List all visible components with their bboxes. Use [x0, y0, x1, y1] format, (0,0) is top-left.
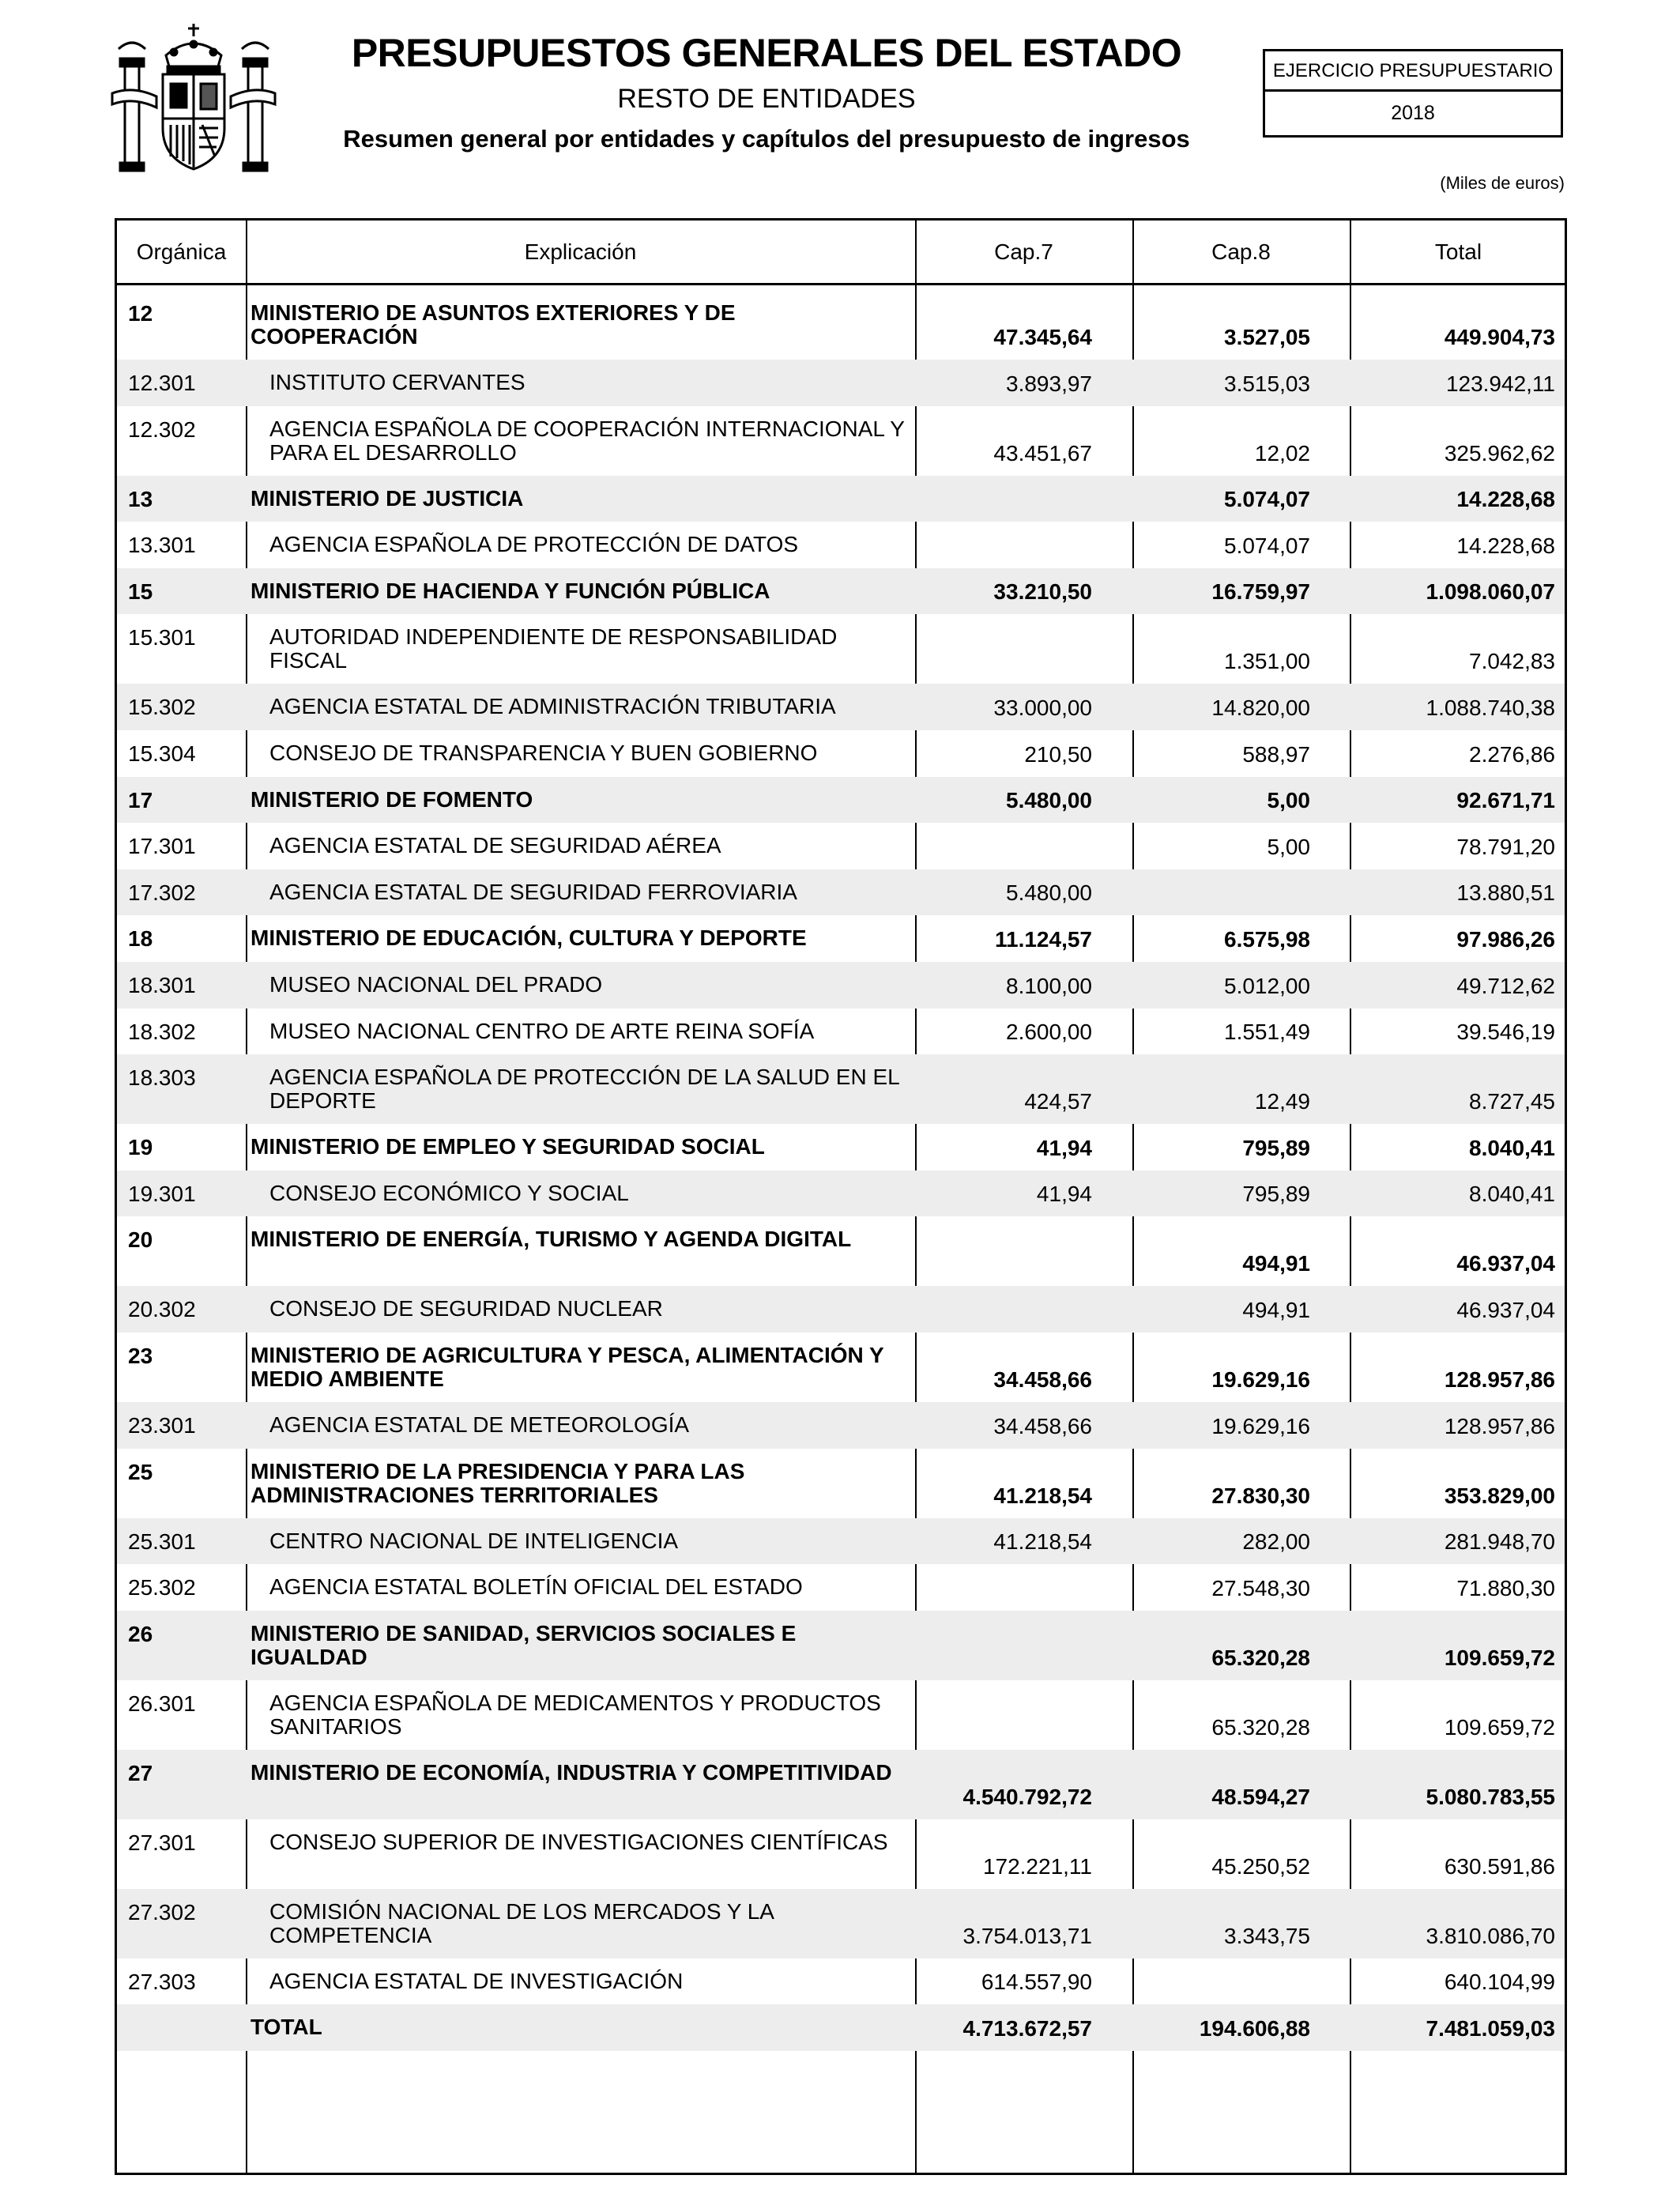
- total-cell: 353.829,00: [1444, 1483, 1555, 1508]
- table-row: [117, 1958, 1565, 2005]
- explicacion-cell: CONSEJO ECONÓMICO Y SOCIAL: [269, 1180, 629, 1205]
- table-row: [117, 360, 1565, 406]
- table-row: [117, 1750, 1565, 1819]
- organica-cell: 27: [128, 1760, 153, 1785]
- organica-cell: 17.301: [128, 834, 196, 859]
- cap8-cell: 494,91: [1242, 1251, 1310, 1276]
- cap8-cell: 5.012,00: [1224, 973, 1310, 998]
- column-header-organica: Orgánica: [136, 239, 227, 264]
- cap8-cell: 3.515,03: [1224, 371, 1310, 396]
- cap7-cell: 2.600,00: [1006, 1020, 1092, 1045]
- organica-cell: 27.302: [128, 1899, 196, 1924]
- explicacion-cell: AGENCIA ESTATAL DE INVESTIGACIÓN: [269, 1968, 684, 1993]
- organica-cell: 12.301: [128, 371, 196, 395]
- cap7-cell: 424,57: [1024, 1089, 1092, 1114]
- table-row: [117, 1819, 1565, 1889]
- explicacion-cell: CENTRO NACIONAL DE INTELIGENCIA: [269, 1528, 679, 1553]
- cap8-cell: 16.759,97: [1211, 579, 1310, 605]
- total-cell: 640.104,99: [1444, 1970, 1555, 1995]
- total-cell: 1.098.060,07: [1426, 579, 1555, 605]
- table-row: [117, 1402, 1565, 1449]
- column-header-cap7: Cap.7: [994, 239, 1053, 264]
- cap8-cell: 5.074,07: [1224, 533, 1310, 558]
- total-cell: 1.088.740,38: [1426, 695, 1555, 720]
- table-row: [117, 1124, 1565, 1171]
- cap7-cell: 47.345,64: [993, 325, 1092, 349]
- table-row: [117, 1171, 1565, 1217]
- cap8-cell: 795,89: [1242, 1182, 1310, 1207]
- table-row: [117, 406, 1565, 476]
- organica-cell: 26.301: [128, 1691, 196, 1716]
- cap7-cell: 8.100,00: [1006, 973, 1092, 998]
- table-row: [117, 568, 1565, 615]
- cap8-cell: 5,00: [1267, 834, 1310, 859]
- ejercicio-label: EJERCICIO PRESUPUESTARIO: [1265, 51, 1561, 92]
- cap8-cell: 494,91: [1242, 1297, 1310, 1322]
- total-cell: 3.810.086,70: [1426, 1923, 1555, 1948]
- total-cell: 7.481.059,03: [1426, 2015, 1555, 2041]
- organica-cell: 13.301: [128, 533, 196, 558]
- explicacion-cell: AGENCIA ESTATAL DE SEGURIDAD AÉREA: [269, 833, 721, 858]
- cap8-cell: 282,00: [1242, 1529, 1310, 1555]
- organica-cell: 20: [128, 1227, 153, 1253]
- explicacion-cell: MINISTERIO DE LA PRESIDENCIA Y PARA LAS ADMINISTRACIONES TERRITORIALES: [250, 1458, 745, 1507]
- cap8-cell: 48.594,27: [1211, 1784, 1310, 1809]
- total-cell: 71.880,30: [1456, 1575, 1555, 1600]
- cap8-cell: 45.250,52: [1211, 1853, 1310, 1879]
- total-cell: 92.671,71: [1456, 788, 1555, 813]
- cap7-cell: 11.124,57: [994, 926, 1092, 952]
- total-cell: 7.042,83: [1469, 649, 1555, 674]
- organica-cell: 23.301: [128, 1412, 196, 1438]
- organica-cell: 17.302: [128, 880, 196, 905]
- explicacion-cell: AGENCIA ESPAÑOLA DE PROTECCIÓN DE DATOS: [269, 532, 799, 557]
- organica-cell: 15: [128, 579, 153, 604]
- explicacion-cell: MINISTERIO DE ASUNTOS EXTERIORES Y DE COOPERACIÓN: [250, 300, 736, 349]
- cap8-cell: 588,97: [1242, 741, 1310, 767]
- organica-cell: 20.302: [128, 1297, 196, 1322]
- total-cell: 109.659,72: [1444, 1714, 1555, 1740]
- explicacion-cell: AGENCIA ESTATAL DE METEOROLOGÍA: [269, 1412, 690, 1437]
- budget-table: [115, 218, 1567, 2175]
- organica-cell: 13: [128, 486, 153, 511]
- table-row: [117, 915, 1565, 962]
- explicacion-cell: MINISTERIO DE FOMENTO: [250, 786, 533, 812]
- organica-cell: 26: [128, 1621, 153, 1646]
- cap8-cell: 27.548,30: [1211, 1575, 1310, 1600]
- explicacion-cell: AGENCIA ESPAÑOLA DE MEDICAMENTOS Y PRODUCTOS SANITARIOS: [269, 1690, 881, 1739]
- table-row: [117, 522, 1565, 568]
- cap7-cell: 4.713.672,57: [962, 2015, 1092, 2041]
- explicacion-cell: CONSEJO SUPERIOR DE INVESTIGACIONES CIENTÍFICAS: [269, 1829, 888, 1854]
- table-row: [117, 1054, 1565, 1124]
- cap7-cell: 4.540.792,72: [962, 1784, 1092, 1809]
- organica-cell: 27.301: [128, 1830, 196, 1855]
- explicacion-cell: MUSEO NACIONAL DEL PRADO: [269, 971, 603, 997]
- cap8-cell: 6.575,98: [1224, 926, 1310, 952]
- table-row: [117, 730, 1565, 777]
- explicacion-cell: MINISTERIO DE EMPLEO Y SEGURIDAD SOCIAL: [250, 1134, 765, 1159]
- cap7-cell: 34.458,66: [993, 1413, 1092, 1438]
- table-row: [117, 2004, 1565, 2051]
- total-cell: 128.957,86: [1444, 1413, 1555, 1438]
- cap8-cell: 3.527,05: [1224, 325, 1310, 349]
- explicacion-cell: MINISTERIO DE AGRICULTURA Y PESCA, ALIMENTACIÓN Y MEDIO AMBIENTE: [250, 1342, 884, 1391]
- total-cell: 5.080.783,55: [1426, 1784, 1555, 1809]
- cap8-cell: 1.551,49: [1224, 1020, 1310, 1045]
- explicacion-cell: CONSEJO DE TRANSPARENCIA Y BUEN GOBIERNO: [269, 740, 818, 765]
- explicacion-cell: AGENCIA ESPAÑOLA DE PROTECCIÓN DE LA SALUD EN EL DEPORTE: [269, 1065, 899, 1114]
- table-row: [117, 869, 1565, 916]
- total-cell: 325.962,62: [1444, 440, 1555, 466]
- total-cell: 78.791,20: [1456, 834, 1555, 859]
- organica-cell: 12: [128, 301, 153, 326]
- explicacion-cell: AUTORIDAD INDEPENDIENTE DE RESPONSABILIDAD FISCAL: [269, 624, 838, 673]
- organica-cell: 17: [128, 787, 153, 812]
- cap8-cell: 12,49: [1254, 1089, 1310, 1114]
- ejercicio-year: 2018: [1391, 102, 1435, 124]
- page-title: PRESUPUESTOS GENERALES DEL ESTADO: [351, 31, 1182, 75]
- table-row: [117, 1564, 1565, 1611]
- explicacion-cell: MINISTERIO DE HACIENDA Y FUNCIÓN PÚBLICA: [250, 578, 770, 603]
- total-cell: 8.040,41: [1469, 1182, 1555, 1207]
- cap8-cell: 795,89: [1242, 1135, 1310, 1160]
- table-row: [117, 777, 1565, 824]
- page-subtitle: RESTO DE ENTIDADES: [617, 84, 916, 114]
- organica-cell: 23: [128, 1343, 153, 1368]
- organica-cell: 15.302: [128, 695, 196, 720]
- explicacion-cell: COMISIÓN NACIONAL DE LOS MERCADOS Y LA COMPETENCIA: [269, 1898, 774, 1947]
- organica-cell: 25.301: [128, 1529, 196, 1554]
- organica-cell: 19: [128, 1135, 153, 1160]
- organica-cell: 25.302: [128, 1575, 196, 1600]
- explicacion-cell: TOTAL: [250, 2015, 322, 2040]
- page-description: Resumen general por entidades y capítulos del presupuesto de ingresos: [343, 125, 1190, 153]
- explicacion-cell: AGENCIA ESTATAL DE ADMINISTRACIÓN TRIBUTARIA: [269, 694, 836, 719]
- total-cell: 8.727,45: [1469, 1089, 1555, 1114]
- cap7-cell: 3.754.013,71: [962, 1923, 1092, 1948]
- explicacion-cell: AGENCIA ESTATAL DE SEGURIDAD FERROVIARIA: [269, 879, 797, 904]
- table-row: [117, 684, 1565, 730]
- table-row: [117, 1611, 1565, 1680]
- explicacion-cell: MINISTERIO DE ECONOMÍA, INDUSTRIA Y COMPETITIVIDAD: [250, 1759, 892, 1785]
- table-row: [117, 823, 1565, 869]
- column-header-total: Total: [1434, 239, 1482, 264]
- table-row: [117, 1889, 1565, 1958]
- table-row: [117, 1680, 1565, 1750]
- cap8-cell: 3.343,75: [1224, 1923, 1310, 1948]
- table-row: [117, 290, 1565, 360]
- explicacion-cell: CONSEJO DE SEGURIDAD NUCLEAR: [269, 1296, 663, 1321]
- cap7-cell: 210,50: [1024, 741, 1092, 767]
- organica-cell: 18: [128, 926, 153, 952]
- cap8-cell: 194.606,88: [1199, 2015, 1310, 2041]
- cap7-cell: 614.557,90: [981, 1970, 1092, 1995]
- organica-cell: 15.301: [128, 625, 196, 650]
- table-row: [117, 1286, 1565, 1333]
- cap7-cell: 41,94: [1036, 1135, 1092, 1160]
- total-cell: 39.546,19: [1456, 1020, 1555, 1045]
- explicacion-cell: MUSEO NACIONAL CENTRO DE ARTE REINA SOFÍA: [269, 1018, 815, 1043]
- cap8-cell: 14.820,00: [1211, 695, 1310, 720]
- explicacion-cell: MINISTERIO DE SANIDAD, SERVICIOS SOCIALES E IGUALDAD: [250, 1620, 797, 1669]
- explicacion-cell: MINISTERIO DE JUSTICIA: [250, 485, 524, 511]
- total-cell: 13.880,51: [1456, 880, 1555, 906]
- cap8-cell: 5.074,07: [1224, 487, 1310, 512]
- cap7-cell: 41.218,54: [993, 1483, 1092, 1508]
- table-header: [117, 221, 1565, 285]
- table-row: [117, 1008, 1565, 1055]
- cap8-cell: 65.320,28: [1211, 1714, 1310, 1740]
- column-header-explicacion: Explicación: [524, 239, 637, 264]
- total-cell: 46.937,04: [1456, 1297, 1555, 1322]
- total-cell: 49.712,62: [1456, 973, 1555, 998]
- cap8-cell: 5,00: [1267, 788, 1310, 813]
- total-cell: 8.040,41: [1469, 1135, 1555, 1160]
- organica-cell: 18.303: [128, 1065, 196, 1091]
- cap8-cell: 65.320,28: [1211, 1645, 1310, 1670]
- cap8-cell: 27.830,30: [1211, 1483, 1310, 1508]
- cap8-cell: 19.629,16: [1211, 1367, 1310, 1392]
- explicacion-cell: AGENCIA ESTATAL BOLETÍN OFICIAL DEL ESTADO: [269, 1574, 803, 1600]
- cap7-cell: 41,94: [1036, 1182, 1092, 1207]
- total-cell: 14.228,68: [1456, 487, 1555, 512]
- organica-cell: 18.301: [128, 972, 196, 997]
- cap7-cell: 5.480,00: [1006, 788, 1092, 813]
- table-body: [117, 290, 1565, 2051]
- column-header-cap8: Cap.8: [1211, 239, 1271, 264]
- cap8-cell: 1.351,00: [1224, 649, 1310, 674]
- units-note: (Miles de euros): [1440, 173, 1565, 193]
- explicacion-cell: AGENCIA ESPAÑOLA DE COOPERACIÓN INTERNACIONAL Y PARA EL DESARROLLO: [269, 416, 905, 465]
- ejercicio-box: [1263, 49, 1563, 138]
- table-row: [117, 614, 1565, 684]
- cap7-cell: 34.458,66: [993, 1367, 1092, 1392]
- table-row: [117, 1518, 1565, 1565]
- cap7-cell: 33.000,00: [993, 695, 1092, 720]
- organica-cell: 19.301: [128, 1181, 196, 1206]
- organica-cell: 15.304: [128, 741, 196, 766]
- cap8-cell: 12,02: [1254, 440, 1310, 466]
- total-cell: 46.937,04: [1456, 1251, 1555, 1276]
- table-row: [117, 1449, 1565, 1518]
- total-cell: 123.942,11: [1445, 371, 1555, 396]
- explicacion-cell: MINISTERIO DE EDUCACIÓN, CULTURA Y DEPORTE: [250, 925, 807, 951]
- organica-cell: 25: [128, 1459, 153, 1484]
- cap7-cell: 172.221,11: [982, 1853, 1092, 1879]
- organica-cell: 18.302: [128, 1019, 196, 1044]
- explicacion-cell: INSTITUTO CERVANTES: [269, 370, 525, 394]
- total-cell: 281.948,70: [1444, 1529, 1555, 1555]
- total-cell: 109.659,72: [1444, 1645, 1555, 1670]
- cap8-cell: 19.629,16: [1211, 1413, 1310, 1438]
- cap7-cell: 41.218,54: [993, 1529, 1092, 1555]
- table-row: [117, 1333, 1565, 1402]
- explicacion-cell: MINISTERIO DE ENERGÍA, TURISMO Y AGENDA DIGITAL: [250, 1227, 852, 1252]
- total-cell: 449.904,73: [1444, 325, 1555, 349]
- total-cell: 630.591,86: [1444, 1853, 1555, 1879]
- organica-cell: 12.302: [128, 417, 196, 442]
- cap7-cell: 43.451,67: [993, 440, 1092, 466]
- table-row: [117, 962, 1565, 1008]
- total-cell: 2.276,86: [1469, 741, 1555, 767]
- table-row: [117, 476, 1565, 522]
- cap7-cell: 3.893,97: [1006, 371, 1092, 396]
- total-cell: 97.986,26: [1456, 926, 1555, 952]
- organica-cell: 27.303: [128, 1969, 196, 1994]
- total-cell: 14.228,68: [1456, 533, 1555, 558]
- total-cell: 128.957,86: [1444, 1367, 1555, 1392]
- cap7-cell: 33.210,50: [993, 579, 1092, 605]
- cap7-cell: 5.480,00: [1006, 880, 1092, 906]
- table-row: [117, 1216, 1565, 1286]
